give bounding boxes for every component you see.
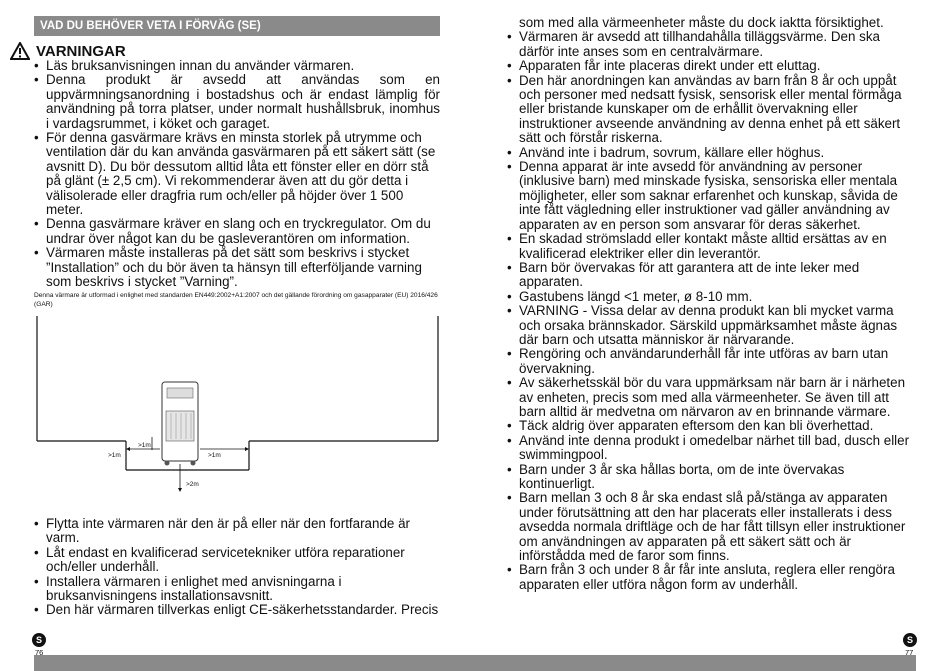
warning-triangle-icon	[10, 42, 30, 60]
clearance-diagram	[34, 316, 440, 506]
list-item: • En skadad strömsladd eller kontakt måste alltid ersättas av en kvalificerad elektriker eller din leverantör.	[507, 232, 917, 261]
list-item: • Täck aldrig över apparaten eftersom den kan bli överhettad.	[507, 419, 917, 433]
clearance-front-label: >2m	[186, 481, 199, 488]
list-item: • Apparaten får inte placeras direkt under ett eluttag.	[507, 59, 917, 73]
list-item: • Använd inte denna produkt i omedelbar närhet till bad, dusch eller swimmingpool.	[507, 434, 917, 463]
page-number: 77	[905, 648, 914, 657]
right-page	[475, 0, 950, 671]
list-item: • För denna gasvärmare krävs en minsta storlek på utrymme och ventilation där du kan använda gasvärmaren på ett säkert sätt (se avsnitt D). Du bör dessutom alltid låta ett fönster eller en dörr stå på glänt (± 2,5 cm). Vi rekommenderar även att du gör detta i välisolerade eller dragfria rum och/eller på höjder över 1 500 meter.	[34, 131, 440, 217]
list-item: • Denna produkt är avsedd att användas som en uppvärmningsanordning i bostadshus och är endast lämplig för användning på torra platser, under normalt hushållsbruk, inomhus i vardagsrummet, i köket och garaget.	[34, 73, 440, 131]
list-item: • Använd inte i badrum, sovrum, källare eller höghus.	[507, 146, 917, 160]
list-item: • Denna apparat är inte avsedd för användning av personer (inklusive barn) med minskade fysiska, sensoriska eller mentala möjligheter, eller som saknar erfarenhet och kunskap, såvida de inte fått vägledning eller instruktioner vad gäller användning av apparaten av en person som ansvarar för deras säkerhet.	[507, 160, 917, 232]
footer-bar	[34, 655, 475, 671]
list-item: • Värmaren är avsedd att tillhandahålla tilläggsvärme. Den ska därför inte anses som en centralvärmare.	[507, 30, 917, 59]
heater-illustration	[162, 382, 198, 466]
list-item: • Installera värmaren i enlighet med anvisningarna i bruksanvisningens installationsavsnitt.	[34, 575, 440, 604]
page-number: 76	[35, 648, 44, 657]
left-bottom-list	[34, 517, 440, 618]
language-badge: S	[903, 633, 917, 647]
list-item: • Värmaren måste installeras på det sätt som beskrivs i stycket ”Installation” och du bör även ta hänsyn till efterföljande varning som beskrivs i stycket ”Varning”.	[34, 246, 440, 289]
list-item: • Rengöring och användarunderhåll får inte utföras av barn utan övervakning.	[507, 347, 917, 376]
list-item: • Den här värmaren tillverkas enligt CE-säkerhetsstandarder. Precis	[34, 603, 440, 617]
list-item: • Barn från 3 och under 8 år får inte ansluta, reglera eller rengöra apparaten eller utföra någon form av underhåll.	[507, 563, 917, 592]
clearance-back-label: >1m	[138, 442, 151, 449]
list-item: • Barn bör övervakas för att garantera att de inte leker med apparaten.	[507, 261, 917, 290]
section-header: VAD DU BEHÖVER VETA I FÖRVÄG (SE)	[34, 16, 440, 36]
list-item: • Gastubens längd <1 meter, ø 8-10 mm.	[507, 290, 917, 304]
language-badge: S	[32, 633, 46, 647]
list-item: • Denna gasvärmare kräver en slang och en tryckregulator. Om du undrar över något kan du be gasleverantören om information.	[34, 217, 440, 246]
list-item: • Flytta inte värmaren när den är på eller när den fortfarande är varm.	[34, 517, 440, 546]
clearance-right-label: >1m	[208, 452, 221, 459]
continuation-text: som med alla värmeenheter måste du dock iaktta försiktighet.	[519, 15, 884, 30]
list-item: • Den här anordningen kan användas av barn från 8 år och uppåt och personer med nedsatt fysisk, sensorisk eller mental förmåga eller bristande kunskaper om de erhållit övervakning eller instruktioner avseende användning av denna enhet på ett säkert sätt och förstår riskerna.	[507, 74, 917, 146]
list-item: • Barn under 3 år ska hållas borta, om de inte övervakas kontinuerligt.	[507, 463, 917, 492]
warnings-title: VARNINGAR	[36, 42, 126, 60]
list-item: • VARNING - Vissa delar av denna produkt kan bli mycket varma och orsaka brännskador. Särskild uppmärksamhet måste ägnas där barn och utsatta människor är närvarande.	[507, 304, 917, 347]
list-item: • Av säkerhetsskäl bör du vara uppmärksam när barn är i närheten av enheten, precis som med alla värmeenheter. Se även till att barn alltid är medvetna om närvaron av en brinnande värmare.	[507, 376, 917, 419]
footer-bar	[475, 655, 916, 671]
list-item: • Läs bruksanvisningen innan du använder värmaren.	[34, 59, 440, 73]
list-item: • Låt endast en kvalificerad servicetekniker utföra reparationer och/eller underhåll.	[34, 546, 440, 575]
list-item: • Barn mellan 3 och 8 år ska endast slå på/stänga av apparaten under förutsättning att den har placerats eller installerats i dess avsedda normala driftläge och de har fått tillsyn eller instruktioner om användningen av apparaten på ett säkert sätt och är införstådda med de faror som finns.	[507, 491, 917, 563]
right-list	[507, 16, 917, 592]
clearance-left-label: >1m	[108, 452, 121, 459]
left-top-list	[34, 59, 440, 290]
standard-note: Denna värmare är utformad i enlighet med standarden EN449:2002+A1:2007 och det gällande förordning om gasapparater (EU) 2016/426 (GAR)	[34, 292, 438, 308]
